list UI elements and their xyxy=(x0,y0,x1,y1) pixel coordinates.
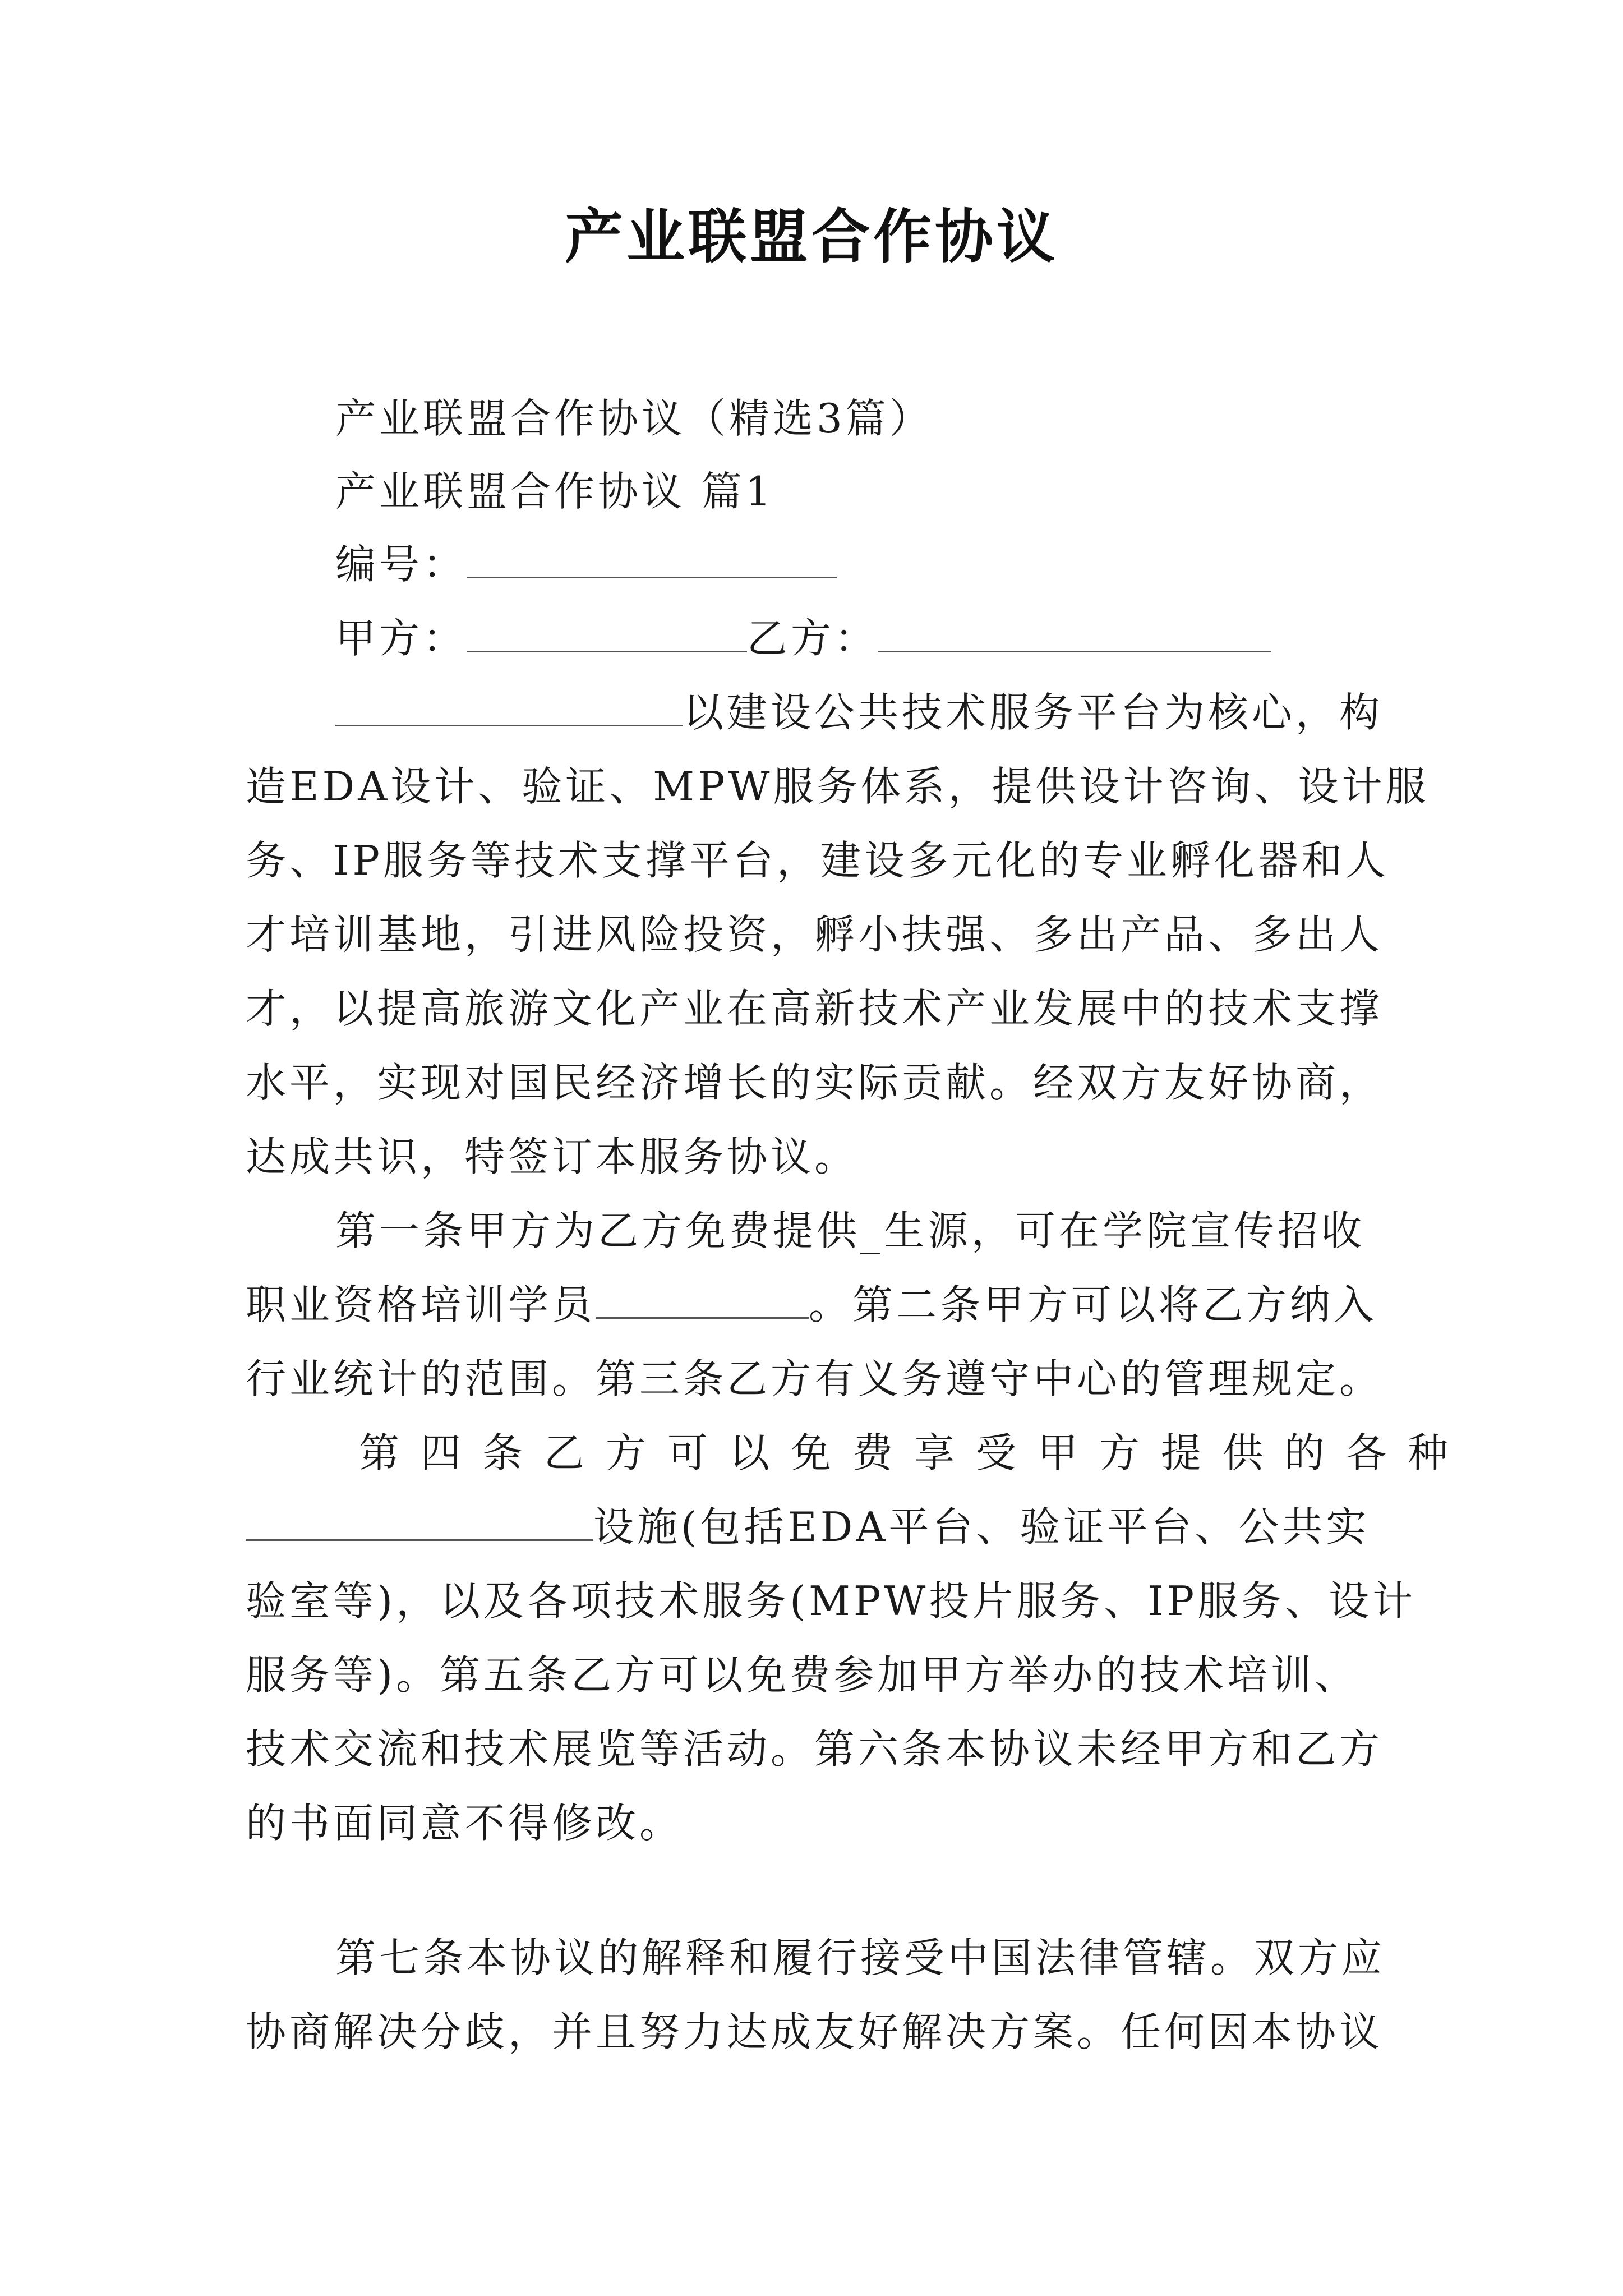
paragraph1-line7: 达成共识，特签订本服务协议。 xyxy=(246,1133,859,1180)
paragraph1-line2: 造EDA设计、验证、MPW服务体系，提供设计咨询、设计服 xyxy=(246,763,1430,810)
paragraph1-line6: 水平，实现对国民经济增长的实际贡献。经双方友好协商， xyxy=(246,1059,1384,1106)
paragraph2-line2-prefix: 职业资格培训学员 xyxy=(246,1281,596,1328)
party-b-blank-line xyxy=(878,614,1271,652)
paragraph3-line6: 的书面同意不得修改。 xyxy=(246,1800,684,1847)
paragraph1-line4: 才培训基地，引进风险投资，孵小扶强、多出产品、多出人 xyxy=(246,911,1384,958)
paragraph3-line2-suffix: 设施(包括EDA平台、验证平台、公共实 xyxy=(593,1503,1370,1550)
paragraph2-line3: 行业统计的范围。第三条乙方有义务遵守中心的管理规定。 xyxy=(246,1355,1384,1402)
facilities-blank-line xyxy=(246,1502,593,1541)
organization-blank-line xyxy=(335,688,683,726)
document-subtitle: 产业联盟合作协议（精选3篇） xyxy=(335,395,933,442)
parties-field-row xyxy=(335,601,1474,675)
paragraph4-line1: 第七条本协议的解释和履行接受中国法律管辖。双方应 xyxy=(335,1934,1386,1981)
paragraph2-line1: 第一条甲方为乙方免费提供_生源，可在学院宣传招收 xyxy=(335,1207,1366,1254)
number-label: 编号： xyxy=(335,541,467,588)
section-heading: 产业联盟合作协议 篇1 xyxy=(335,468,774,515)
paragraph1-line1 xyxy=(335,675,1474,749)
paragraph3-line3: 验室等)，以及各项技术服务(MPW投片服务、IP服务、设计 xyxy=(246,1577,1417,1625)
paragraph4-line2: 协商解决分歧，并且努力达成友好解决方案。任何因本协议 xyxy=(246,2008,1384,2055)
trainee-blank-line xyxy=(596,1280,809,1319)
paragraph3-line4: 服务等)。第五条乙方可以免费参加甲方举办的技术培训、 xyxy=(246,1651,1359,1699)
party-b-label: 乙方： xyxy=(747,615,879,662)
number-blank-line xyxy=(467,540,837,578)
document-title: 产业联盟合作协议 xyxy=(564,202,1058,271)
paragraph1-line3: 务、IP服务等技术支撑平台，建设多元化的专业孵化器和人 xyxy=(246,837,1389,884)
party-a-label: 甲方： xyxy=(335,615,467,662)
paragraph1-line5: 才，以提高旅游文化产业在高新技术产业发展中的技术支撑 xyxy=(246,985,1384,1032)
paragraph2-line2-suffix: 。第二条甲方可以将乙方纳入 xyxy=(809,1281,1378,1328)
paragraph1-line1-text: 以建设公共技术服务平台为核心，构 xyxy=(683,689,1384,736)
paragraph3-line1: 第四条乙方可以免费享受甲方提供的各种 xyxy=(359,1429,1470,1476)
number-field-row xyxy=(335,527,1474,601)
paragraph2-line2 xyxy=(246,1268,1384,1342)
party-a-blank-line xyxy=(467,614,747,652)
paragraph3-line2 xyxy=(246,1490,1384,1564)
paragraph3-line5: 技术交流和技术展览等活动。第六条本协议未经甲方和乙方 xyxy=(246,1726,1384,1773)
